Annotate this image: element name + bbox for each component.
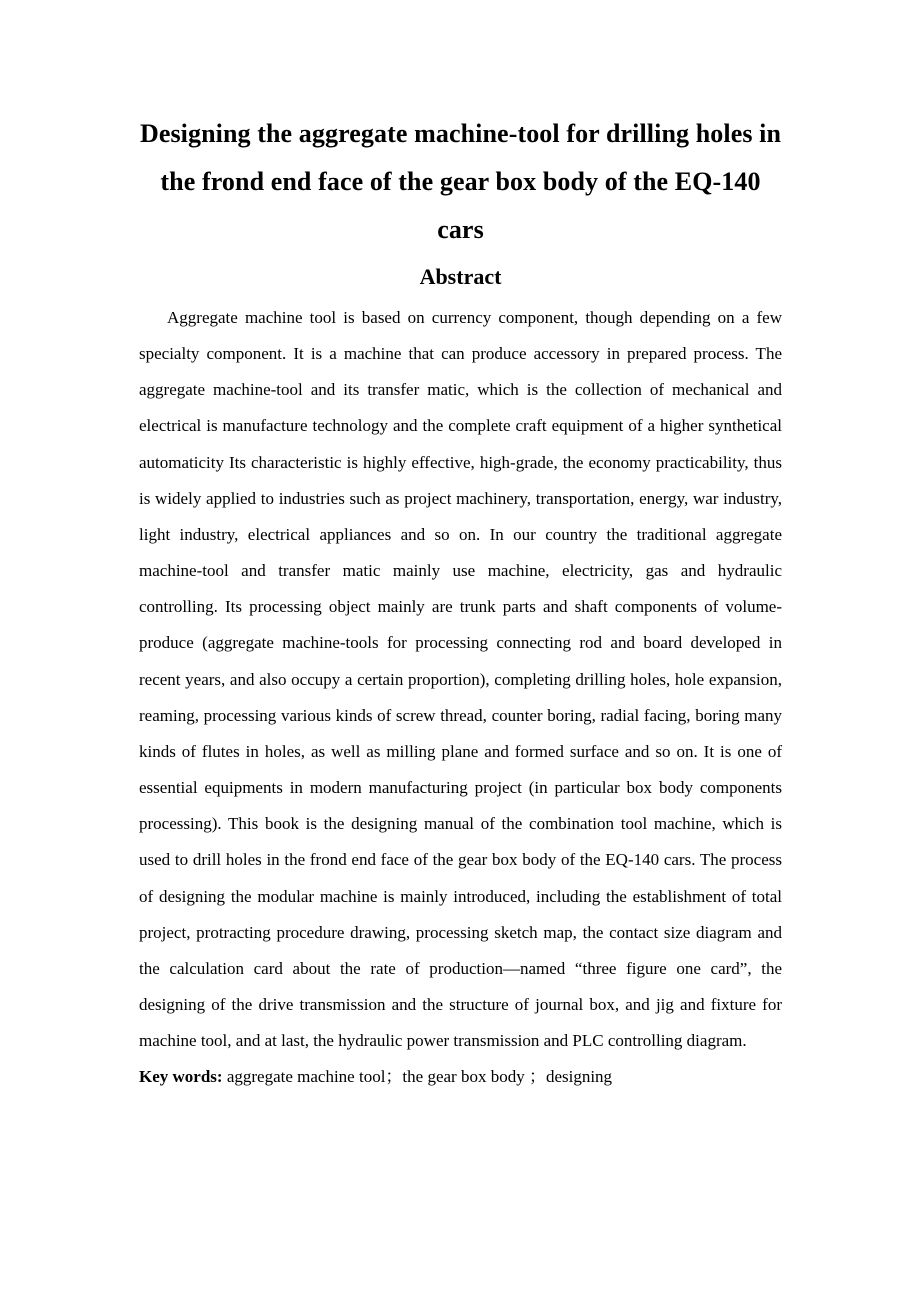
- document-page: [139, 110, 782, 1095]
- abstract-body: Aggregate machine tool is based on currency component, though depending on a few specialty component. It is a machine that can produce accessory in prepared process. The aggregate machine-tool and its transfer matic, which is the collection of mechanical and electrical is manufacture technology and the complete craft equipment of a higher synthetical automaticity Its characteristic is highly effective, high-grade, the economy practicability, thus is widely applied to industries such as project machinery, transportation, energy, war industry, light industry, electrical appliances and so on. In our country the traditional aggregate machine-tool and transfer matic mainly use machine, electricity, gas and hydraulic controlling. Its processing object mainly are trunk parts and shaft components of volume-produce (aggregate machine-tools for processing connecting rod and board developed in recent years, and also occupy a certain proportion), completing drilling holes, hole expansion, reaming, processing various kinds of screw thread, counter boring, radial facing, boring many kinds of flutes in holes, as well as milling plane and formed surface and so on. It is one of essential equipments in modern manufacturing project (in particular box body components processing). This book is the designing manual of the combination tool machine, which is used to drill holes in the frond end face of the gear box body of the EQ-140 cars. The process of designing the modular machine is mainly introduced, including the establishment of total project, protracting procedure drawing, processing sketch map, the contact size diagram and the calculation card about the rate of production—named “three figure one card”, the designing of the drive transmission and the structure of journal box, and jig and fixture for machine tool, and at last, the hydraulic power transmission and PLC controlling diagram.: [139, 308, 782, 1051]
- keywords-text: aggregate machine tool；the gear box body ；designing: [222, 1067, 613, 1087]
- keywords-line: [139, 1059, 782, 1095]
- keywords-label: Key words:: [139, 1067, 223, 1087]
- abstract-heading: Abstract: [419, 264, 502, 289]
- document-title: Designing the aggregate machine-tool for drilling holes in the frond end face of the gear box body of the EQ-140 cars: [139, 119, 782, 244]
